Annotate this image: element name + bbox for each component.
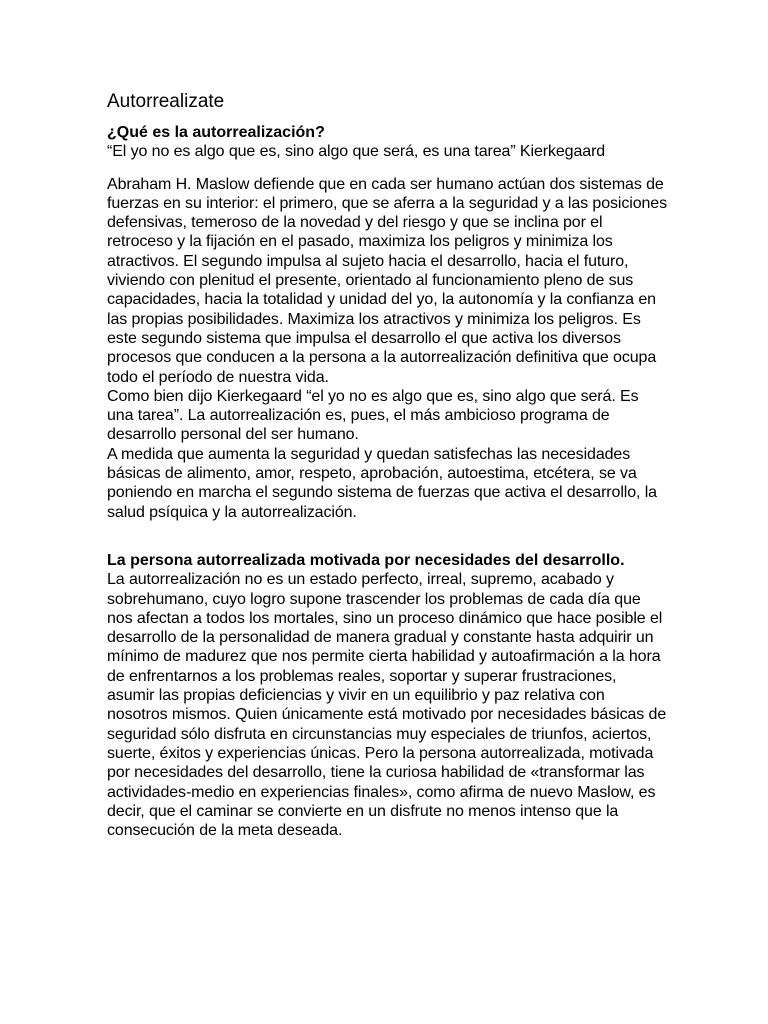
section1-quote: “El yo no es algo que es, sino algo que será, es una tarea” Kierkegaard (107, 143, 606, 161)
document-page (107, 90, 667, 840)
section1-heading: ¿Qué es la autorrealización? (107, 124, 325, 141)
section1-paragraph-2: Como bien dijo Kierkegaard “el yo no es algo que es, sino algo que será. Es una tarea”. La autorrealización es, pues, el más ambicioso programa de desarrollo personal del ser humano. (107, 387, 639, 444)
section1-paragraph-1: Abraham H. Maslow defiende que en cada ser humano actúan dos sistemas de fuerzas en su interior: el primero, que se aferra a la seguridad y a las posiciones defensivas, temeroso de la novedad y del riesgo y que se inclina por el retroceso y la fijación en el pasado, maximiza los peligros y minimiza los atractivos. El segundo impulsa al sujeto hacia el desarrollo, hacia el futuro, viviendo con plenitud el presente, orientado al funcionamiento pleno de sus capacidades, hacia la totalidad y unidad del yo, la autonomía y la confianza en las propias posibilidades. Maximiza los atractivos y minimiza los peligros. Es este segundo sistema que impulsa el desarrollo el que activa los diversos procesos que conducen a la persona a la autorrealización definitiva que ocupa todo el período de nuestra vida. (107, 175, 667, 386)
spacer (107, 522, 667, 551)
section2-heading: La persona autorrealizada motivada por necesidades del desarrollo. (107, 551, 625, 569)
spacer (107, 162, 667, 175)
document-title: Autorrealizate (107, 91, 225, 112)
section2-paragraph: La autorrealización no es un estado perfecto, irreal, supremo, acabado y sobrehumano, cuyo logro supone trascender los problemas de cada día que nos afectan a todos los mortales, sino un proceso dinámico que hace posible el desarrollo de la personalidad de manera gradual y constante hasta adquirir un mínimo de madurez que nos permite cierta habilidad y autoafirmación a la hora de enfrentarnos a los problemas reales, soportar y superar frustraciones, asumir las propias deficiencias y vivir en un equilibrio y paz relativa con nosotros mismos. Quien únicamente está motivado por necesidades básicas de seguridad sólo disfruta en circunstancias muy especiales de triunfos, aciertos, suerte, éxitos y experiencias únicas. Pero la persona autorrealizada, motivada por necesidades del desarrollo, tiene la curiosa habilidad de «transformar las actividades-medio en experiencias finales», como afirma de nuevo Maslow, es decir, que el caminar se convierte en un disfrute no menos intenso que la consecución de la meta deseada. (107, 571, 667, 840)
section1-paragraph-3: A medida que aumenta la seguridad y quedan satisfechas las necesidades básicas de alimento, amor, respeto, aprobación, autoestima, etcétera, se va poniendo en marcha el segundo sistema de fuerzas que activa el desarrollo, la salud psíquica y la autorrealización. (107, 445, 657, 521)
